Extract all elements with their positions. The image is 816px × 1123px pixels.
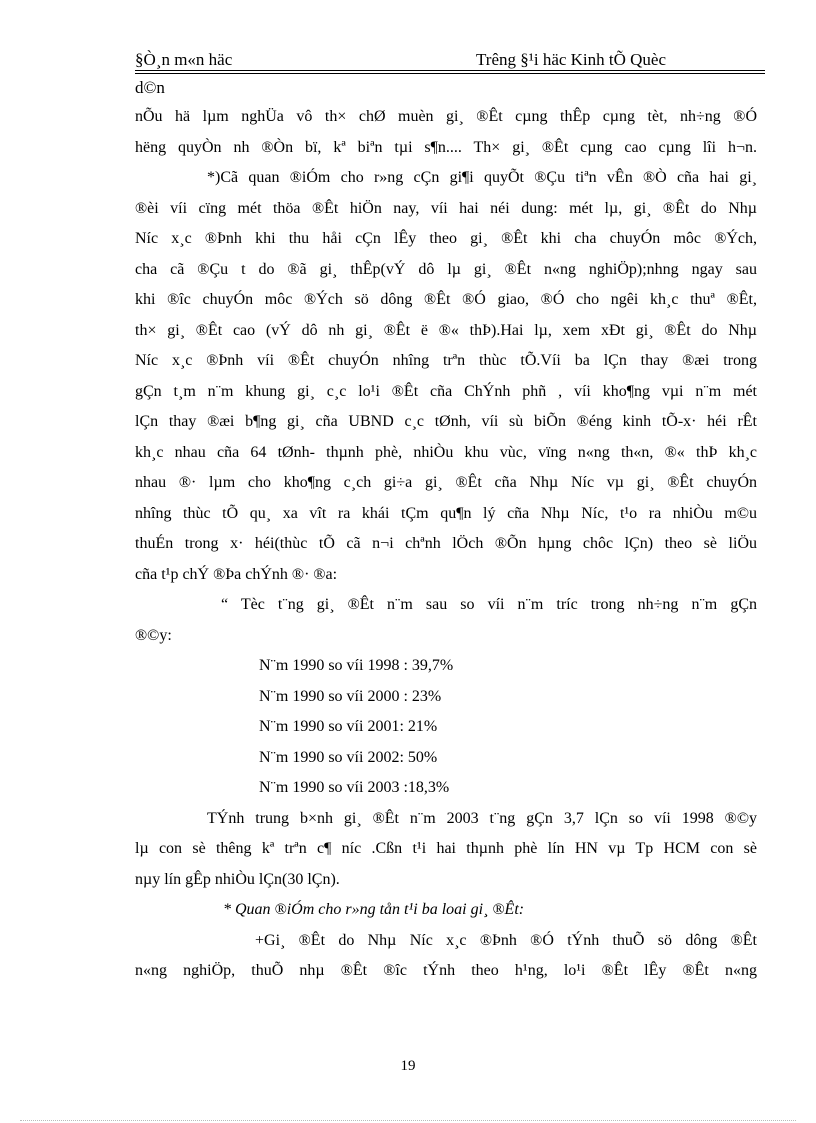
text-line: cha cã ®Çu t do ®ã gi¸ thÊp(vÝ dô lµ gi¸ ®Êt n«ng nghiÖp);nhng ngay sau [135, 260, 757, 278]
text-line: nµy lín gÊp nhiÒu lÇn(30 lÇn). [135, 870, 340, 888]
stat-line: N¨m 1990 so víi 2002: 50% [259, 748, 438, 766]
section-heading: * Quan ®iÓm cho r»ng tån t¹i ba loai gi¸ ®Êt: [223, 901, 525, 918]
page-header [135, 50, 765, 74]
stat-line: N¨m 1990 so víi 2001: 21% [259, 718, 438, 735]
text-line: thuÉn trong x· héi(thùc tÕ cã n¬i chªnh lÖch ®Õn hµng chôc lÇn) theo sè liÖu [135, 535, 757, 552]
text-line: ®©y: [135, 626, 172, 644]
page-bottom-border [20, 1120, 796, 1121]
text-line: hëng quyÒn nh ®Òn bï, kª biªn tµi s¶n.... Th× gi¸ ®Êt cµng cao cµng lîi h¬n. [135, 138, 757, 156]
text-line: th× gi¸ ®Êt cao (vÝ dô nh gi¸ ®Êt ë ®« thÞ).Hai lµ, xem xÐt gi¸ ®Êt do Nhµ [135, 321, 757, 339]
text-line: nhîng thùc tÕ qu¸ xa vît ra khái tÇm qu¶n lý cña Nhµ Níc, t¹o ra nhiÒu m©u [135, 504, 757, 522]
text-line: gÇn t¸m n¨m khung gi¸ c¸c lo¹i ®Êt cña ChÝnh phñ , víi kho¶ng vµi n¨m mét [135, 382, 757, 400]
stat-line: N¨m 1990 so víi 1998 : 39,7% [259, 657, 454, 674]
text-line: Níc x¸c ®Þnh khi thu håi cÇn lÊy theo gi¸ ®Êt khi cha chuyÓn môc ®Ých, [135, 230, 757, 247]
header-subject: §Ò¸n m«n häc [135, 50, 233, 69]
header-rule-double [135, 73, 765, 74]
text-line: lµ con sè thêng kª trªn c¶ níc .Cßn t¹i hai thµnh phè lín HN vµ Tp HCM con sè [135, 840, 757, 857]
text-line: nhau ®· lµm cho kho¶ng c¸ch gi÷a gi¸ ®Êt cña Nhµ Níc vµ gi¸ ®Êt chuyÓn [135, 474, 757, 491]
text-line: Níc x¸c ®Þnh víi ®Êt chuyÓn nhîng trªn thùc tÕ.Víi ba lÇn thay ®æi trong [135, 352, 757, 369]
text-line: nÕu hä lµm nghÜa vô th× chØ muèn gi¸ ®Êt cµng thÊp cµng tèt, nh÷ng ®Ó [135, 108, 757, 125]
text-line: ®èi víi cïng mét thöa ®Êt hiÖn nay, víi hai néi dung: mét lµ, gi¸ ®Êt do Nhµ [135, 199, 757, 217]
quote-start: “ Tèc t¨ng gi¸ ®Êt n¨m sau so víi n¨m tríc trong nh÷ng n¨m gÇn [221, 596, 757, 613]
header-continuation: d©n [135, 78, 165, 97]
text-line: kh¸c nhau cña 64 tØnh- thµnh phè, nhiÒu khu vùc, vïng n«ng th«n, ®« thÞ kh¸c [135, 443, 757, 461]
page-number: 19 [400, 1058, 416, 1074]
paragraph-start: *)Cã quan ®iÓm cho r»ng cÇn gi¶i quyÕt ®Çu tiªn vÊn ®Ò cña hai gi¸ [207, 169, 757, 186]
stat-line: N¨m 1990 so víi 2000 : 23% [259, 687, 442, 705]
header-rule [135, 70, 765, 71]
text-line: lÇn thay ®æi b¶ng gi¸ cña UBND c¸c tØnh, víi sù biÕn ®éng kinh tÕ-x· héi rÊt [135, 413, 757, 430]
text-line: cña t¹p chÝ ®Þa chÝnh ®· ®a: [135, 565, 338, 583]
body-text [135, 102, 757, 987]
paragraph-start: +Gi¸ ®Êt do Nhµ Níc x¸c ®Þnh ®Ó tÝnh thuÕ sö dông ®Êt [255, 931, 757, 949]
header-university: Trêng §¹i häc Kinh tÕ Quèc [476, 50, 667, 69]
paragraph-start: TÝnh trung b×nh gi¸ ®Êt n¨m 2003 t¨ng gÇn 3,7 lÇn so víi 1998 ®©y [207, 809, 757, 827]
text-line: n«ng nghiÖp, thuÕ nhµ ®Êt ®îc tÝnh theo h¹ng, lo¹i ®Êt lÊy ®Êt n«ng [135, 962, 757, 979]
text-line: khi ®îc chuyÓn môc ®Ých sö dông ®Êt ®Ó giao, ®Ó cho ngêi kh¸c thuª ®Êt, [135, 291, 757, 308]
stat-line: N¨m 1990 so víi 2003 :18,3% [259, 779, 450, 796]
